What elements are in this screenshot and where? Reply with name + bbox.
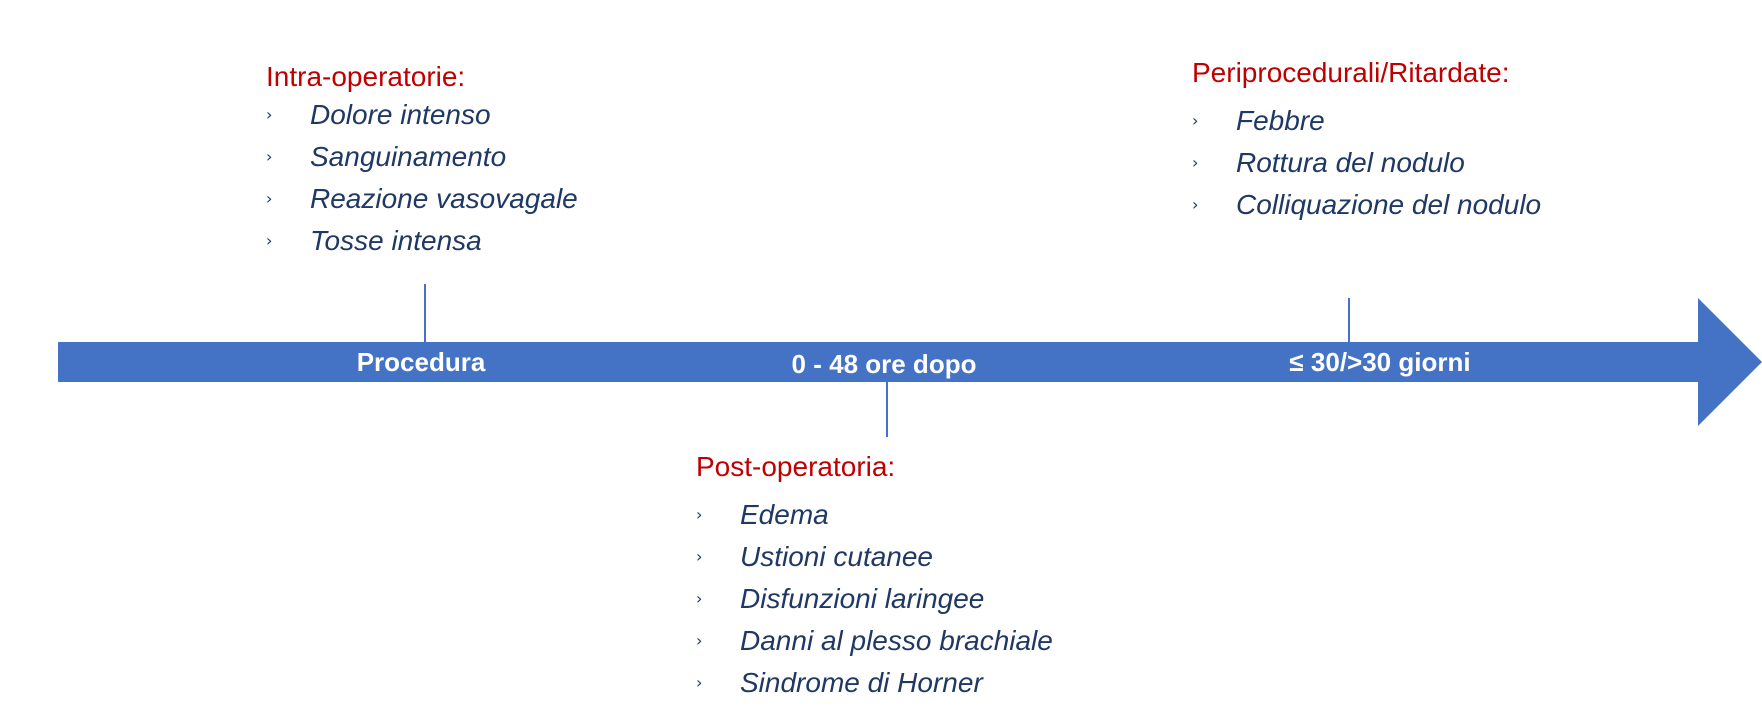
- list-item: › Sindrome di Horner: [696, 662, 895, 704]
- chevron-right-icon: ›: [266, 231, 273, 250]
- list-item: › Febbre: [1192, 100, 1510, 142]
- chevron-right-icon: ›: [696, 673, 703, 692]
- list-item: › Sanguinamento: [266, 136, 465, 178]
- chevron-right-icon: ›: [266, 105, 273, 124]
- list-item: › Ustioni cutanee: [696, 536, 895, 578]
- chevron-right-icon: ›: [1192, 111, 1199, 130]
- chevron-right-icon: ›: [696, 631, 703, 650]
- list-item: › Edema: [696, 494, 895, 536]
- chevron-right-icon: ›: [266, 147, 273, 166]
- connector-post: [886, 382, 888, 437]
- group-title: Intra-operatorie:: [266, 61, 466, 92]
- group-title: Post-operatoria:: [696, 451, 896, 482]
- chevron-right-icon: ›: [1192, 195, 1199, 214]
- list-item: › Dolore intenso: [266, 94, 465, 136]
- chevron-right-icon: ›: [696, 505, 703, 524]
- chevron-right-icon: ›: [1192, 153, 1199, 172]
- complication-list: [1192, 100, 1542, 226]
- list-item: › Disfunzioni laringee: [696, 578, 895, 620]
- list-item: › Rottura del nodulo: [1192, 142, 1510, 184]
- list-item: › Danni al plesso brachiale: [696, 620, 895, 662]
- list-item: › Reazione vasovagale: [266, 178, 465, 220]
- chevron-right-icon: ›: [696, 589, 703, 608]
- list-item: › Tosse intensa: [266, 220, 465, 262]
- group-title: Periprocedurali/Ritardate:: [1192, 57, 1510, 88]
- chevron-right-icon: ›: [696, 547, 703, 566]
- complication-list: [266, 94, 578, 262]
- connector-intra: [424, 284, 426, 342]
- list-item: › Colliquazione del nodulo: [1192, 184, 1510, 226]
- connector-peri: [1348, 298, 1350, 342]
- label-0-48-ore: 0 - 48 ore dopo: [791, 349, 977, 379]
- label-30-giorni: ≤ 30/>30 giorni: [1289, 347, 1471, 377]
- complication-list: [696, 494, 1053, 704]
- label-procedura: Procedura: [356, 347, 486, 377]
- group-intra-operatorie: [266, 60, 578, 262]
- chevron-right-icon: ›: [266, 189, 273, 208]
- group-periprocedurali: [1192, 56, 1542, 226]
- group-post-operatoria: [696, 450, 1053, 704]
